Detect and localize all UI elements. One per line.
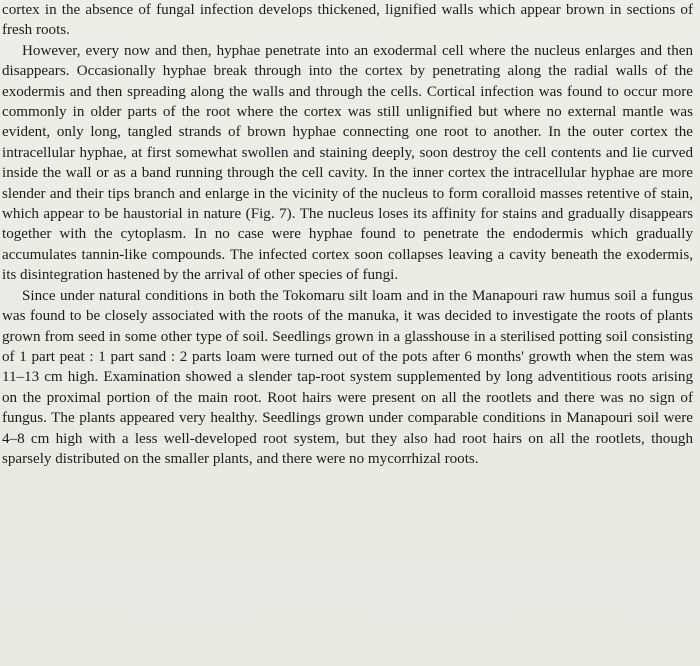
paragraph-seedlings: Since under natural conditions in both the Tokomaru silt loam and in the Manapouri raw humus soil a fungus was found to be closely associated with the roots of the manuka, it was decided to investigate the roots of plants grown from seed in some other type of soil. Seedlings grown in a glasshouse in a sterilised potting soil consisting of 1 part peat : 1 part sand : 2 parts loam were turned out of the pots after 6 months' growth when the stem was 11–13 cm high. Examination showed a slender tap-root system supplemented by long adventitious roots arising on the proximal portion of the main root. Root hairs were present on all the rootlets and there was no sign of fungus. The plants appeared very healthy. Seedlings grown under comparable conditions in Manapouri soil were 4–8 cm high with a less well-developed root system, but they also had root hairs on all the rootlets, though sparsely distributed on the smaller plants, and there were no mycorrhizal roots. bbox=[2, 287, 693, 467]
paragraph-continued: cortex in the absence of fungal infection develops thickened, lignified walls which appear brown in sections of fresh roots. bbox=[2, 2, 693, 39]
paragraph-hyphae-infection: However, every now and then, hyphae penetrate into an exodermal cell where the nucleus enlarges and then disappears. Occasionally hyphae break through into the cortex by penetrating along the radial walls of the exodermis and then spreading along the walls and through the cells. Cortical infection was found to occur more commonly in older parts of the root where the cortex was still unlignified but where no external mantle was evident, only long, tangled strands of brown hyphae connecting one root to another. In the outer cortex the intracellular hyphae, at first somewhat swollen and staining deeply, soon destroy the cell contents and lie curved inside the wall or as a band running through the cell cavity. In the inner cortex the intracellular hyphae are more slender and their tips branch and enlarge in the vicinity of the nucleus to form coralloid masses retentive of stain, which appear to be haustorial in nature (Fig. 7). The nucleus loses its affinity for stains and gradually disappears together with the cytoplasm. In no case were hyphae found to penetrate the endodermis which gradually accumulates tannin-like compounds. The infected cortex soon collapses leaving a cavity beneath the exodermis, its disintegration hastened by the arrival of other species of fungi. bbox=[2, 42, 693, 284]
